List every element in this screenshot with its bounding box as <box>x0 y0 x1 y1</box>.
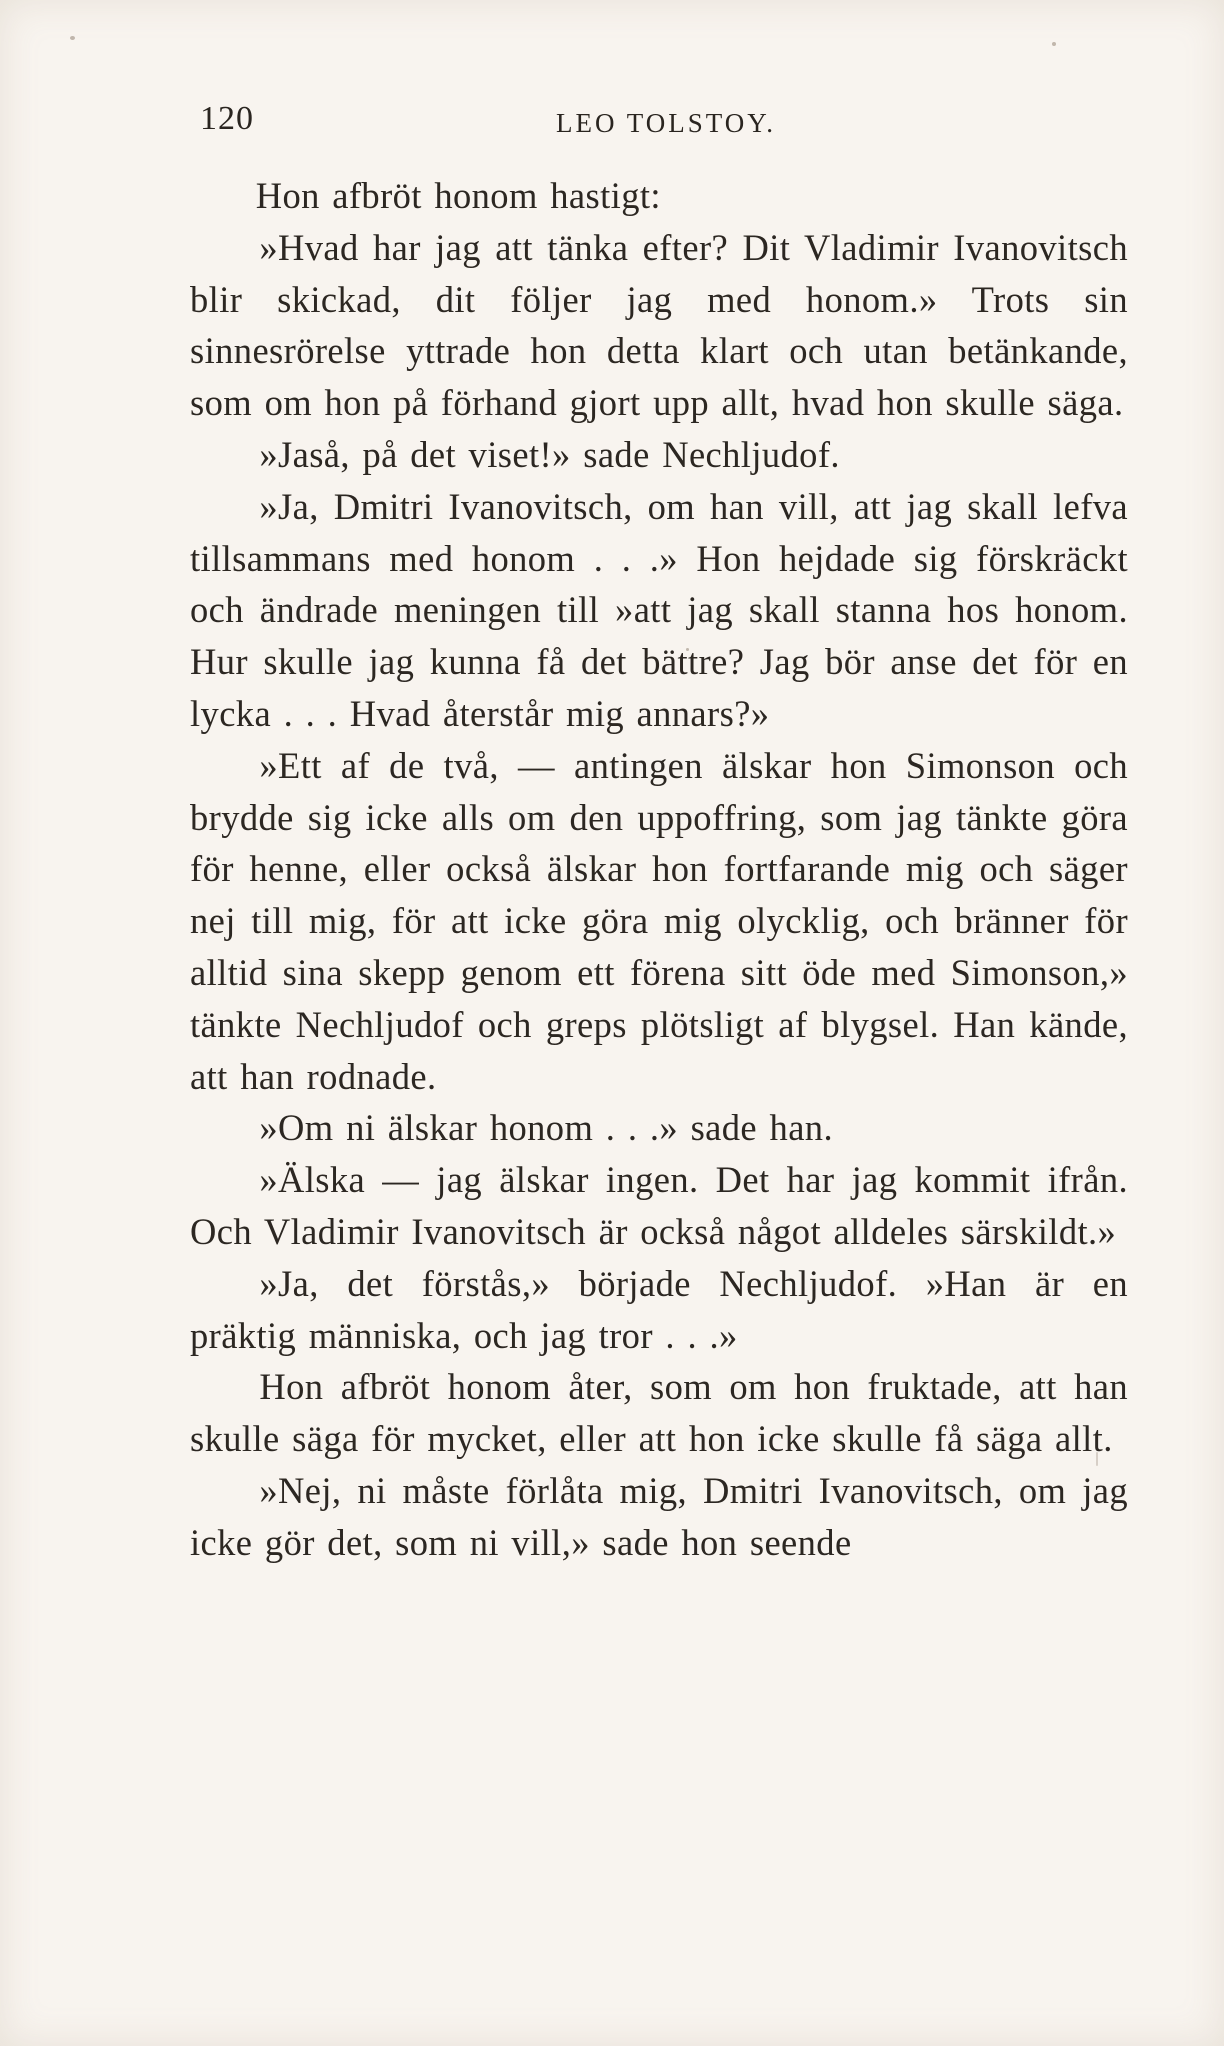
paragraph: »Älska — jag älskar ingen. Det har jag kommit ifrån. Och Vladimir Ivanovitsch är också något alldeles särskildt.» <box>190 1159 1128 1252</box>
paragraph: »Om ni älskar honom . . .» sade han. <box>259 1107 833 1149</box>
paper-speck <box>70 36 75 40</box>
page-header <box>200 96 1130 156</box>
paragraph: Hon afbröt honom åter, som om hon fruktade, att han skulle säga för mycket, eller att hon icke skulle få säga allt. <box>190 1366 1128 1460</box>
paragraph: »Ja, det förstås,» började Nechljudof. »Han är en präktig människa, och jag tror . . .» <box>190 1262 1128 1356</box>
paragraph: »Ett af de två, — antingen älskar hon Simonson och brydde sig icke alls om den uppoffring, som jag tänkte göra för henne, eller också älskar hon fortfarande mig och säger nej till mig, för att icke göra mig olycklig, och bränner för alltid sina skepp genom ett förena sitt öde med Simonson,» tänkte Nechljudof och greps plötsligt af blygsel. Han kände, att han rodnade. <box>190 744 1128 1097</box>
paragraph: »Ja, Dmitri Ivanovitsch, om han vill, att jag skall lefva tillsammans med honom . . .» Hon hejdade sig förskräckt och ändrade meningen till »att jag skall stanna hos honom. Hur skulle jag kunna få det bättre? Jag bör anse det för en lycka . . . Hvad återstår mig annars?» <box>190 485 1128 734</box>
paragraph: »Jaså, på det viset!» sade Nechljudof. <box>259 433 840 475</box>
body-text <box>190 170 1128 1569</box>
paragraph: »Nej, ni måste förlåta mig, Dmitri Ivanovitsch, om jag icke gör det, som ni vill,» sade hon seende <box>190 1469 1128 1563</box>
page-number: 120 <box>200 100 254 137</box>
paper-speck <box>1052 42 1056 46</box>
paragraph: »Hvad har jag att tänka efter? Dit Vladimir Ivanovitsch blir skickad, dit följer jag med honom.» Trots sin sinnesrörelse yttrade hon detta klart och utan betänkande, som om hon på förhand gjort upp allt, hvad hon skulle säga. <box>190 226 1128 424</box>
paragraph: Hon afbröt honom hastigt: <box>255 175 661 216</box>
running-head: LEO TOLSTOY. <box>556 108 777 138</box>
